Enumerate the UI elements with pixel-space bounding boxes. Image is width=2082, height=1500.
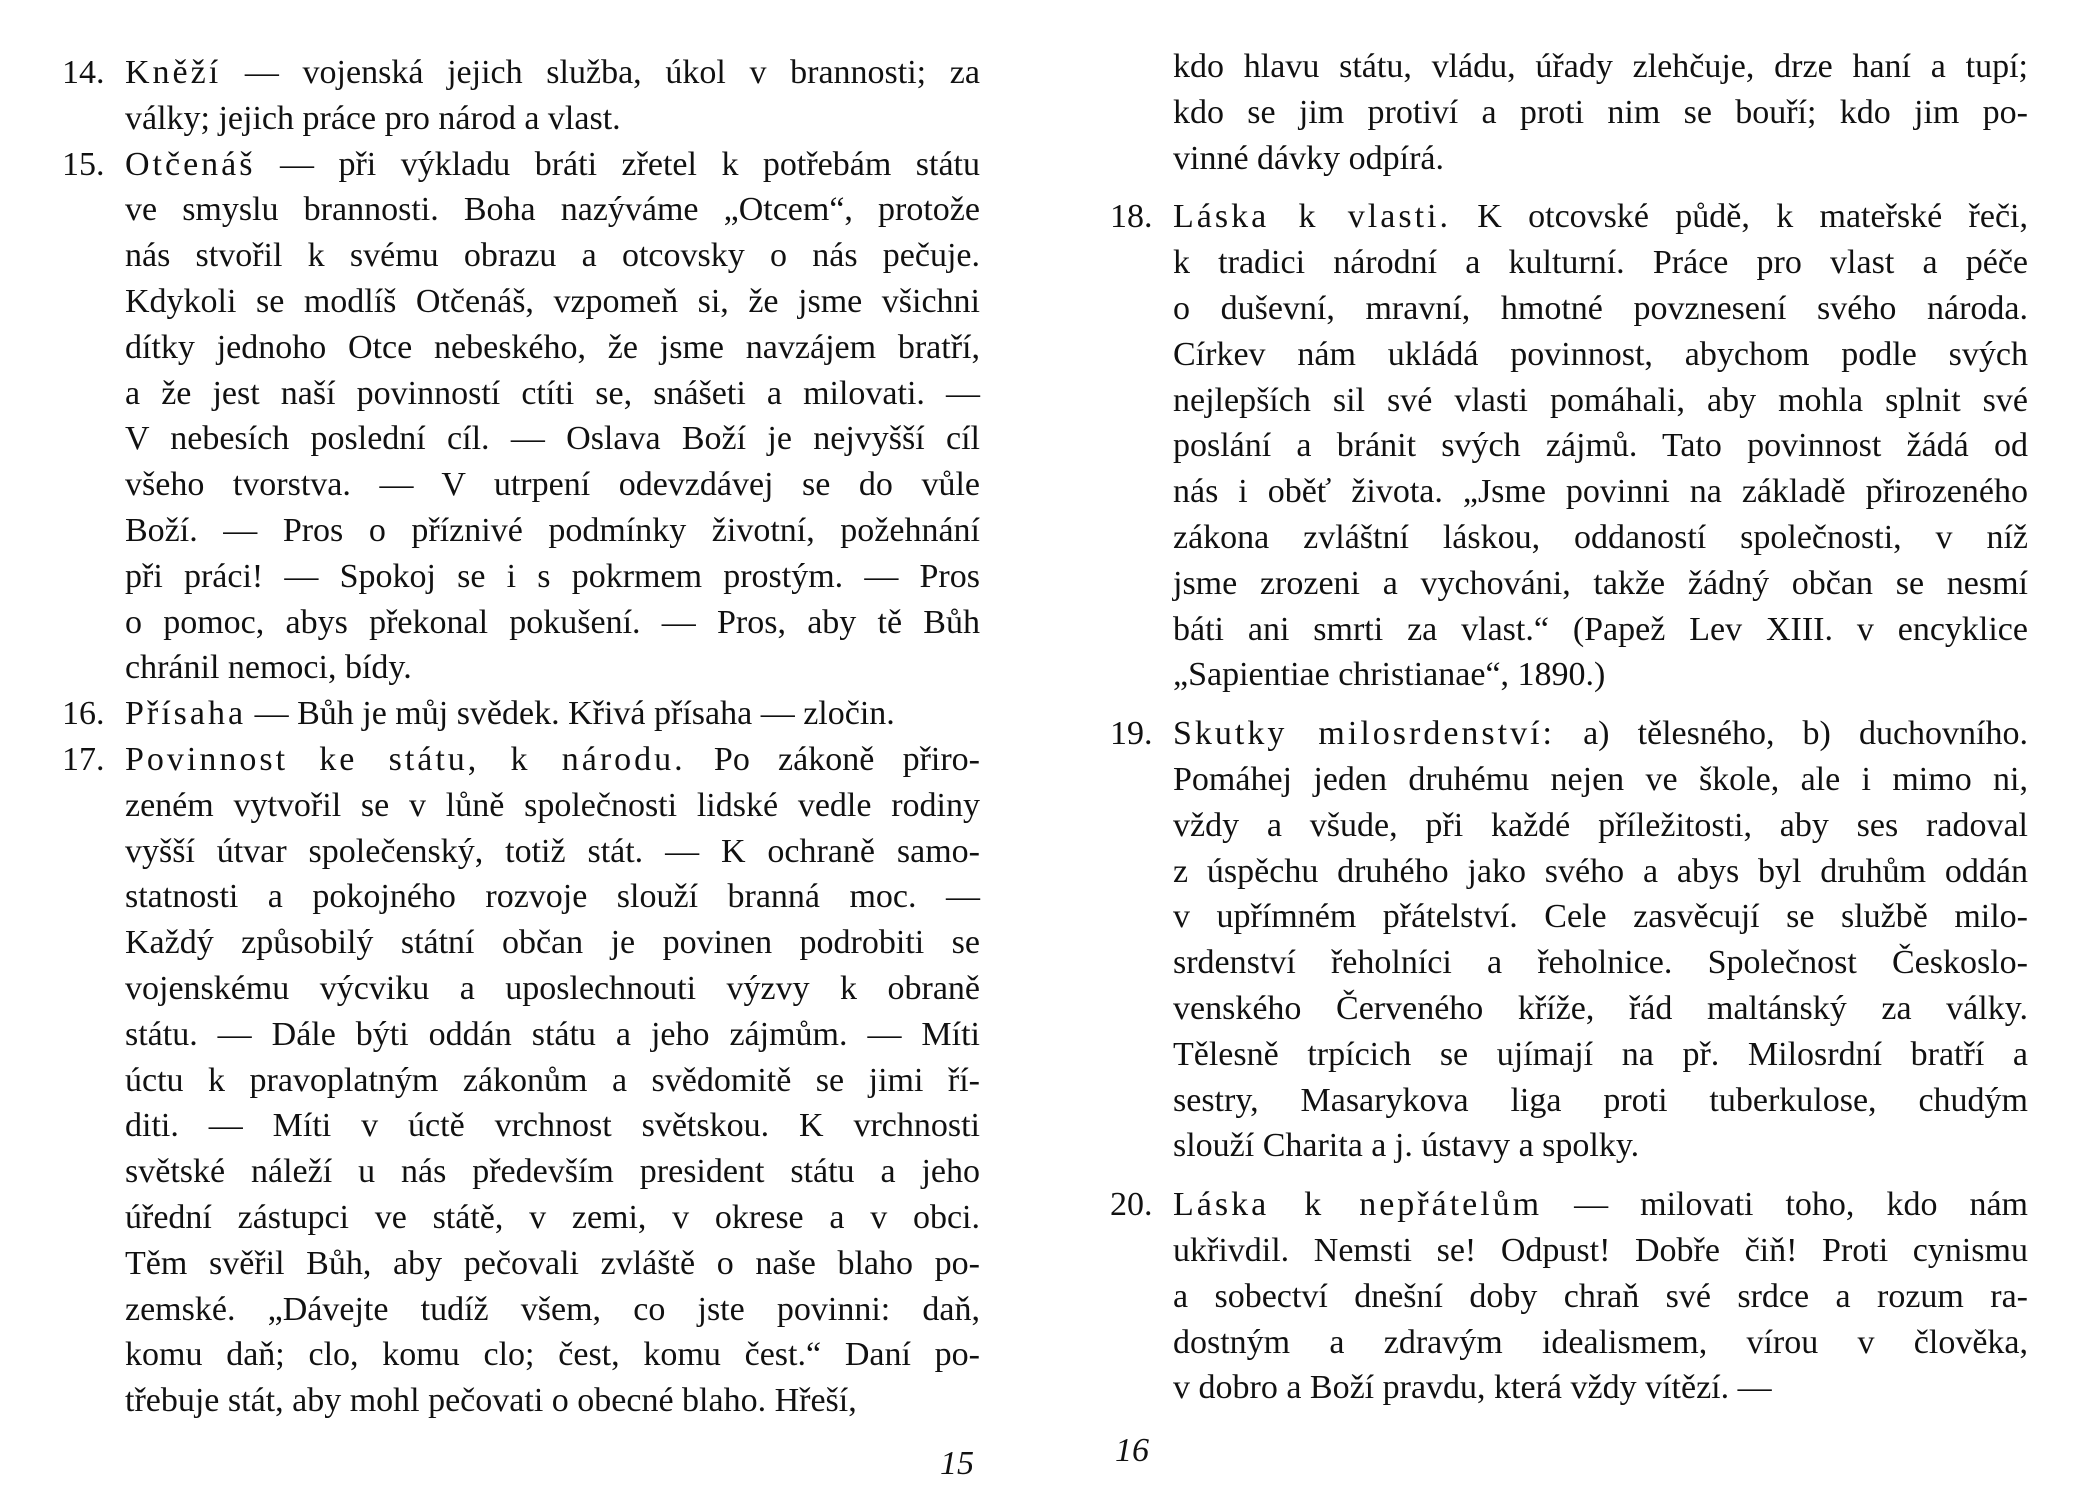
item-number: 18.: [1110, 198, 1153, 236]
item-number: 19.: [1110, 715, 1153, 753]
text-line: dítky jednoho Otce nebeského, že jsme navzájem bratří,: [125, 328, 980, 366]
line-text: — Bůh je můj svědek. Křivá přísaha — zločin.: [246, 695, 895, 733]
text-line: a že jest naší povinností ctíti se, snášeti a milovati. —: [125, 374, 980, 412]
item-heading: Kněží: [125, 54, 222, 91]
text-line: nejlepších sil své vlasti pomáhali, aby mohla splnit své: [1173, 381, 2028, 419]
line-text: K otcovské půdě, k mateřské řeči,: [1450, 198, 2028, 236]
text-line: kdo se jim protiví a proti nim se bouří; kdo jim po-: [1173, 93, 2028, 131]
text-line: o pomoc, abys překonal pokušení. — Pros, aby tě Bůh: [125, 603, 980, 641]
item-heading: Láska k nepřátelům: [1173, 1186, 1543, 1224]
numbered-item: [1110, 711, 2028, 1169]
text-line: Tělesně trpícich se ujímají na př. Milosrdní bratří a: [1173, 1035, 2028, 1073]
text-line: V nebesích poslední cíl. — Oslava Boží je nejvyšší cíl: [125, 420, 980, 458]
text-line: jsme zrozeni a vychováni, takže žádný občan se nesmí: [1173, 564, 2028, 602]
numbered-item: [62, 142, 980, 692]
continuation-paragraph: [1110, 44, 2028, 181]
text-line: Pomáhej jeden druhému nejen ve škole, ale i mimo ni,: [1173, 760, 2028, 798]
text-line: Každý způsobilý státní občan je povinen podrobiti se: [125, 924, 980, 962]
text-line: zeném vytvořil se v lůně společnosti lidské vedle rodiny: [125, 786, 980, 824]
item-number: 17.: [62, 740, 105, 778]
line-text: — milovati toho, kdo nám: [1542, 1186, 2028, 1224]
text-line: vždy a všude, při každé příležitosti, aby ses radoval: [1173, 806, 2028, 844]
text-line: vojenskému výcviku a uposlechnouti výzvy k obraně: [125, 969, 980, 1007]
text-line: [1173, 711, 2028, 757]
text-line: [125, 691, 980, 737]
numbered-item: [62, 691, 980, 737]
text-line: ukřivdil. Nemsti se! Odpust! Dobře čiň! Proti cynismu: [1173, 1231, 2028, 1269]
item-heading: Láska k vlasti.: [1173, 198, 1451, 236]
text-line: slouží Charita a j. ústavy a spolky.: [1173, 1127, 1640, 1165]
text-line: diti. — Míti v úctě vrchnost světskou. K vrchnosti: [125, 1107, 980, 1145]
text-line: v upřímném přátelství. Cele zasvěcují se službě milo-: [1173, 898, 2028, 936]
page-number-left: 15: [940, 1445, 974, 1482]
item-heading: Otčenáš: [125, 145, 256, 183]
line-text: — při výkladu bráti zřetel k potřebám státu: [255, 145, 980, 183]
text-line: chránil nemoci, bídy.: [125, 649, 412, 687]
text-line: k tradici národní a kulturní. Práce pro vlast a péče: [1173, 244, 2028, 282]
numbered-item: [1110, 1182, 2028, 1411]
item-number: 20.: [1110, 1186, 1153, 1224]
text-line: báti ani smrti za vlast.“ (Papež Lev XIII. v encyklice: [1173, 610, 2028, 648]
text-line: zákona zvláštní láskou, oddaností společnosti, v níž: [1173, 518, 2028, 556]
text-line: „Sapientiae christianae“, 1890.): [1173, 656, 1606, 694]
text-line: všeho tvorstva. — V utrpení odevzdávej se do vůle: [125, 466, 980, 504]
text-line: dostným a zdravým idealismem, vírou v člověka,: [1173, 1323, 2028, 1361]
text-line: v dobro a Boží pravdu, která vždy vítězí. —: [1173, 1369, 1772, 1407]
line-text: Po zákoně přiro-: [685, 740, 980, 778]
right-page-text: [1110, 44, 2028, 1411]
text-line: venského Červeného kříže, řád maltánský za války.: [1173, 989, 2028, 1027]
text-line: nás i oběť života. „Jsme povinni na základě přirozeného: [1173, 473, 2028, 511]
text-line: srdenství řeholníci a řeholnice. Společnost Českoslo-: [1173, 944, 2028, 982]
text-line: Kdykoli se modlíš Otčenáš, vzpomeň si, že jsme všichni: [125, 282, 980, 320]
text-line: [125, 50, 980, 96]
item-number: 14.: [62, 54, 105, 91]
text-line: války; jejich práce pro národ a vlast.: [125, 99, 621, 137]
text-line: komu daň; clo, komu clo; čest, komu čest.“ Daní po-: [125, 1336, 980, 1374]
text-line: při práci! — Spokoj se i s pokrmem prostým. — Pros: [125, 557, 980, 595]
text-line: z úspěchu druhého jako svého a abys byl druhům oddán: [1173, 852, 2028, 890]
text-line: úřední zástupci ve státě, v zemi, v okrese a v obci.: [125, 1198, 980, 1236]
text-line: [1173, 1182, 2028, 1228]
text-line: [125, 142, 980, 188]
text-line: a sobectví dnešní doby chraň své srdce a rozum ra-: [1173, 1277, 2028, 1315]
line-text: — vojenská jejich služba, úkol v brannosti; za: [221, 54, 980, 91]
text-line: [1173, 194, 2028, 240]
numbered-item: [62, 50, 980, 142]
text-line: úctu k pravoplatným zákonům a svědomitě se jimi ří-: [125, 1061, 980, 1099]
text-line: vyšší útvar společenský, totiž stát. — K ochraně samo-: [125, 832, 980, 870]
numbered-item: [1110, 194, 2028, 698]
item-heading: Přísaha: [125, 695, 247, 733]
item-heading: Skutky milosrdenství:: [1173, 715, 1555, 753]
text-line: sestry, Masarykova liga proti tuberkulose, chudým: [1173, 1081, 2028, 1119]
text-line: vinné dávky odpírá.: [1173, 139, 1444, 177]
item-number: 15.: [62, 145, 105, 183]
text-line: třebuje stát, aby mohl pečovati o obecné blaho. Hřeší,: [125, 1382, 857, 1420]
item-number: 16.: [62, 695, 105, 733]
text-line: Boží. — Pros o příznivé podmínky životní, požehnání: [125, 511, 980, 549]
text-line: [125, 737, 980, 783]
left-page-text: [62, 50, 980, 1424]
line-text: a) tělesného, b) duchovního.: [1555, 715, 2028, 753]
page-number-right: 16: [1115, 1432, 1149, 1469]
item-heading: Povinnost ke státu, k národu.: [125, 740, 686, 778]
text-line: statnosti a pokojného rozvoje slouží branná moc. —: [125, 878, 980, 916]
text-line: kdo hlavu státu, vládu, úřady zlehčuje, drze haní a tupí;: [1173, 48, 2028, 85]
numbered-item: [62, 737, 980, 1424]
text-line: Církev nám ukládá povinnost, abychom podle svých: [1173, 335, 2028, 373]
text-line: nás stvořil k svému obrazu a otcovsky o nás pečuje.: [125, 237, 980, 275]
text-line: světské náleží u nás především president státu a jeho: [125, 1153, 980, 1191]
text-line: zemské. „Dávejte tudíž všem, co jste povinni: daň,: [125, 1290, 980, 1328]
text-line: Těm svěřil Bůh, aby pečovali zvláště o naše blaho po-: [125, 1244, 980, 1282]
text-line: o duševní, mravní, hmotné povznesení svého národa.: [1173, 289, 2028, 327]
text-line: ve smyslu brannosti. Boha nazýváme „Otcem“, protože: [125, 191, 980, 229]
text-line: státu. — Dále býti oddán státu a jeho zájmům. — Míti: [125, 1015, 980, 1053]
text-line: poslání a bránit svých zájmů. Tato povinnost žádá od: [1173, 427, 2028, 465]
